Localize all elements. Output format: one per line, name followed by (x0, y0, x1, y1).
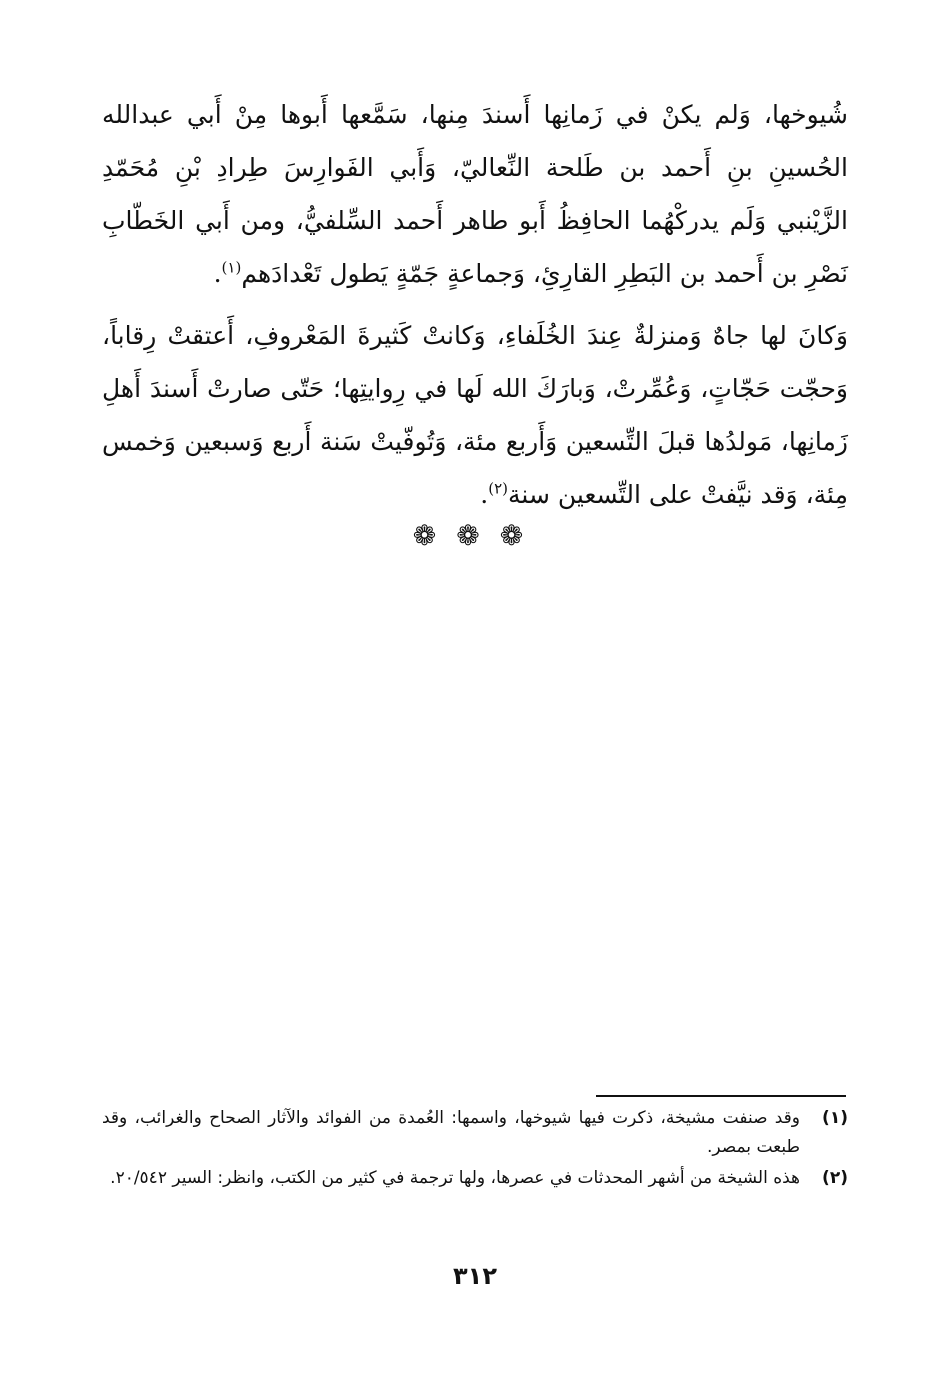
footnote-reference-2: (٢) (488, 479, 509, 498)
flower-ornament-icon: ❁ (456, 519, 494, 552)
paragraph-2-end: . (480, 480, 489, 509)
footnote-reference-1: (١) (221, 258, 242, 277)
footnote-marker: (١) (822, 1108, 848, 1128)
footnotes (102, 1104, 848, 1195)
paragraph-2 (102, 309, 848, 521)
paragraph-1 (102, 88, 848, 300)
flower-ornament-icon: ❁ (499, 519, 538, 552)
paragraph-1-text: شُيوخها، وَلم يكنْ في زَمانِها أَسندَ مِنها، سَمَّعها أَبوها مِنْ أَبي عبدالله الحُسينِ بنِ أَحمد بن طَلحة النِّعاليّ، وَأَبي الفَوارِسَ طِرادِ بْنِ مُحَمّدِ الزَّيْنبي وَلَم يدركْهُما الحافِظُ أَبو طاهر أَحمد السِّلفيُّ، ومن أَبي الخَطّابِ نَصْرِ بن أَحمد بن البَطِرِ القارِئِ، وَجماعةٍ جَمّةٍ يَطول تَعْدادَهم (102, 100, 848, 288)
paragraph-1-end: . (213, 259, 222, 288)
page-number: ٣١٢ (453, 1262, 497, 1290)
main-text (102, 88, 848, 521)
section-divider (0, 519, 950, 552)
footnote-text: وقد صنفت مشيخة، ذكرت فيها شيوخها، واسمها: العُمدة من الفوائد والآثار الصحاح والغرائب، وقد طبعت بمصر. (102, 1108, 800, 1157)
footnote-text: هذه الشيخة من أشهر المحدثات في عصرها، ولها ترجمة في كثير من الكتب، وانظر: السير ٢٠/٥٤٢. (110, 1168, 800, 1188)
footnote-separator (596, 1095, 846, 1097)
footnote-marker: (٢) (822, 1168, 848, 1188)
footnote-2 (102, 1164, 848, 1193)
paragraph-2-text: وَكانَ لها جاهٌ وَمنزلةٌ عِندَ الخُلَفاءِ، وَكانتْ كَثيرةَ المَعْروفِ، أَعتقتْ رِقاباً، وَحجّت حَجّاتٍ، وَعُمِّرتْ، وَبارَكَ الله لَها في رِوايتِها؛ حَتّى صارتْ أَسندَ أَهلِ زَمانِها، مَولدُها قبلَ التِّسعين وَأَربع مئة، وَتُوفّيتْ سَنة أَربع وَسبعين وَخمس مِئة، وَقد نيَّفتْ على التِّسعين سنة (102, 321, 848, 509)
footnote-1 (102, 1104, 848, 1162)
flower-ornament-icon: ❁ (412, 519, 451, 552)
